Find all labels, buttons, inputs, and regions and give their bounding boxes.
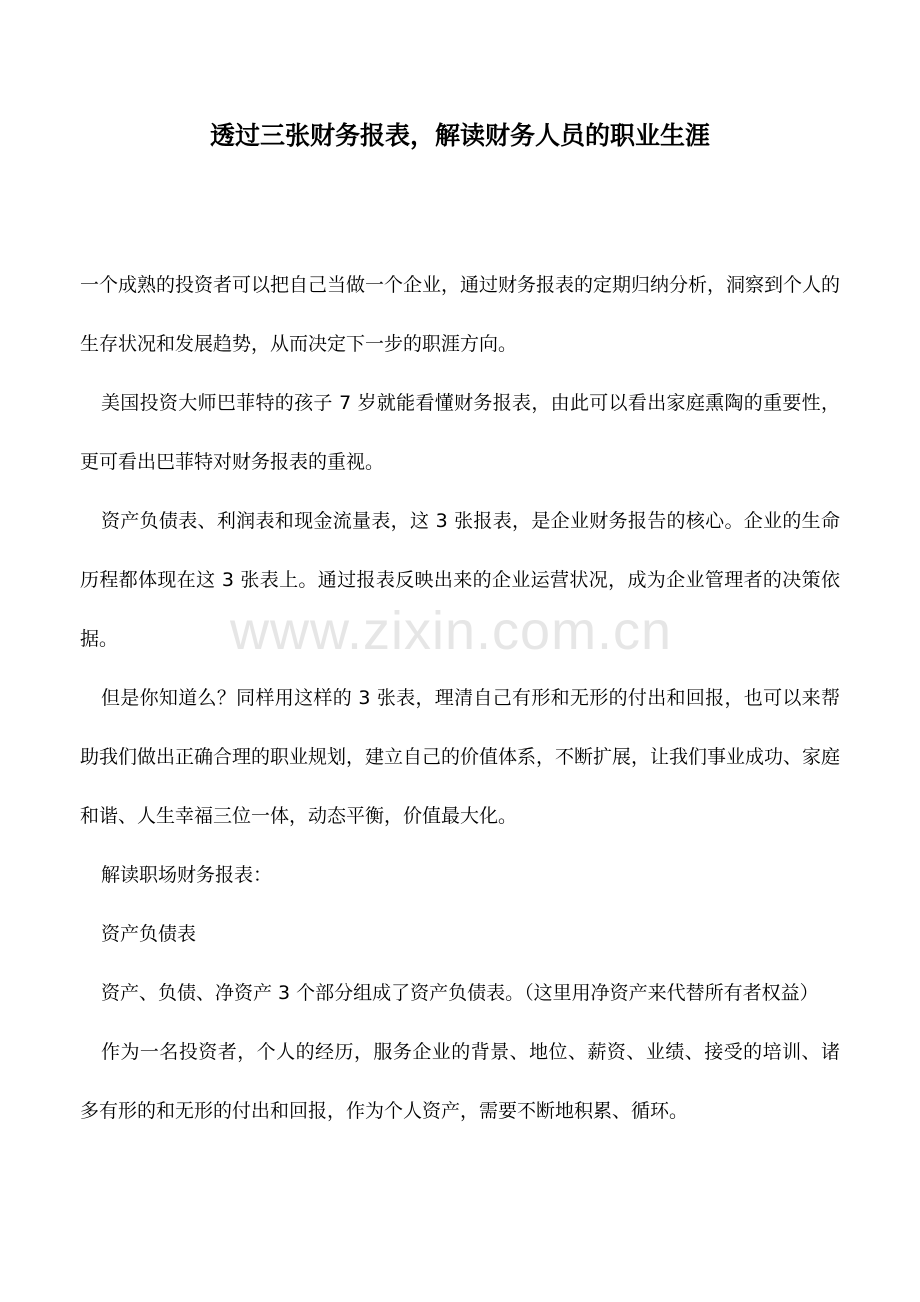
section-heading-balance-sheet: 资产负债表 [101,923,197,945]
watermark: www.zixin.com.cn [230,601,673,661]
document-body [80,256,840,1141]
paragraph-3: 资产负债表、利润表和现金流量表，这 3 张报表，是企业财务报告的核心。企业的生命历程都体现在这 3 张表上。通过报表反映出来的企业运营状况，成为企业管理者的决策依据。 [80,510,840,650]
document-title: 透过三张财务报表，解读财务人员的职业生涯 [209,121,710,150]
paragraph-8: 作为一名投资者，个人的经历，服务企业的背景、地位、薪资、业绩、接受的培训、诸多有形的和无形的付出和回报，作为个人资产，需要不断地积累、循环。 [80,1041,840,1122]
section-heading-financial-statements: 解读职场财务报表： [101,864,273,886]
paragraph-4: 但是你知道么？同样用这样的 3 张表，理清自己有形和无形的付出和回报，也可以来帮助我们做出正确合理的职业规划，建立自己的价值体系，不断扩展，让我们事业成功、家庭和谐、人生幸福三位一体，动态平衡，价值最大化。 [80,687,841,827]
paragraph-7: 资产、负债、净资产 3 个部分组成了资产负债表。（这里用净资产来代替所有者权益） [101,982,819,1004]
paragraph-2: 美国投资大师巴菲特的孩子 7 岁就能看懂财务报表，由此可以看出家庭熏陶的重要性，更可看出巴菲特对财务报表的重视。 [80,392,840,473]
paragraph-1: 一个成熟的投资者可以把自己当做一个企业，通过财务报表的定期归纳分析，洞察到个人的生存状况和发展趋势，从而决定下一步的职涯方向。 [80,274,841,355]
